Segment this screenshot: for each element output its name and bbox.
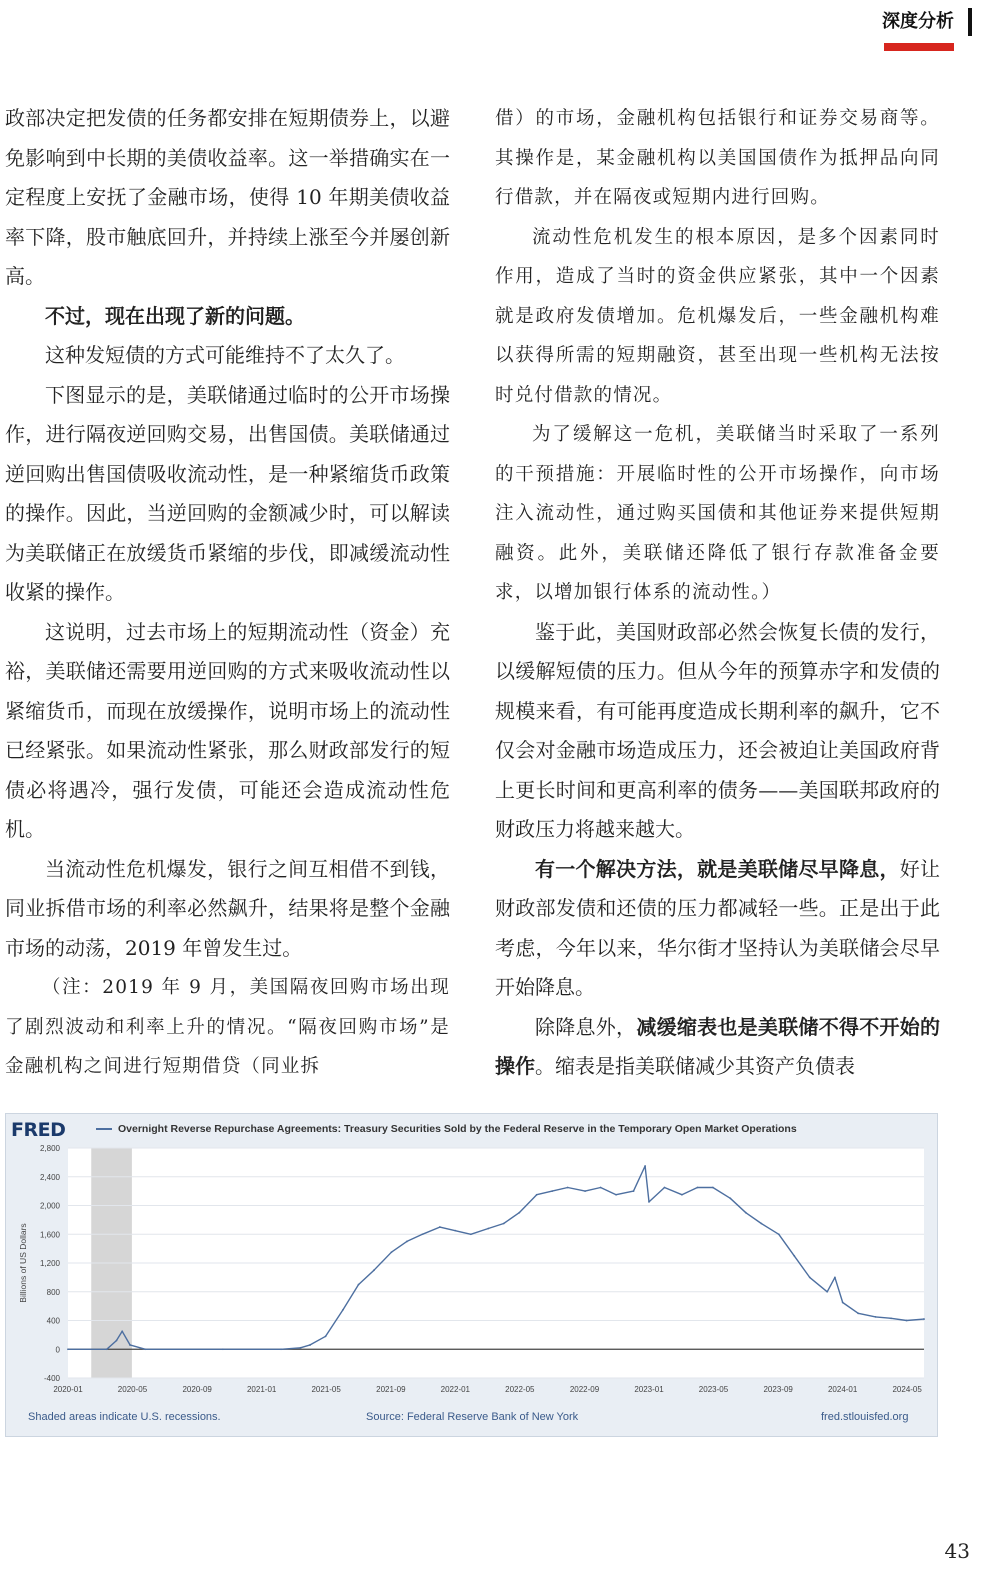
y-tick-label: 0 [55, 1345, 60, 1355]
x-tick-label: 2024-01 [827, 1385, 858, 1394]
data-point [793, 1255, 795, 1257]
data-point [842, 1302, 844, 1304]
paragraph-text: 好让财政部发债和还债的压力都减轻一些。正是出于此考虑，今年以来，华尔街才坚持认为美联储会尽早开始降息。 [495, 856, 941, 999]
x-tick-label: 2024-05 [892, 1385, 922, 1394]
x-tick-label: 2022-09 [569, 1385, 600, 1394]
data-point [373, 1269, 375, 1271]
chart-plot [6, 1114, 937, 1436]
y-tick-label: 1,600 [39, 1230, 60, 1240]
data-point [454, 1230, 456, 1232]
data-point [567, 1187, 569, 1189]
data-point [106, 1348, 108, 1350]
x-tick-label: 2023-01 [634, 1385, 664, 1394]
paragraph [5, 297, 450, 337]
x-tick-label: 2021-05 [311, 1385, 341, 1394]
y-tick-label: 800 [46, 1287, 60, 1297]
x-tick-label: 2022-01 [440, 1385, 471, 1394]
bold-text: 有一个解决方法，就是美联储尽早降息， [535, 856, 900, 881]
data-point [391, 1251, 393, 1253]
data-point [121, 1330, 123, 1332]
x-tick-label: 2020-01 [53, 1385, 83, 1394]
data-point [778, 1233, 780, 1235]
data-point [309, 1344, 311, 1346]
recession-note: Shaded areas indicate U.S. recessions. [28, 1411, 221, 1423]
data-point [826, 1291, 828, 1293]
data-point [681, 1194, 683, 1196]
x-tick-label: 2020-09 [182, 1385, 212, 1394]
paragraph: 这说明，过去市场上的短期流动性（资金）充裕，美联储还需要用逆回购的方式来吸收流动性以紧缩货币，而现在放缓操作，说明市场上的流动性已经紧张。如果流动性紧张，那么财政部发行的短债必将遇冷，强行发债，可能还会造成流动性危机。 [5, 619, 450, 841]
x-tick-label: 2020-05 [117, 1385, 148, 1394]
left-column [5, 99, 450, 1087]
data-point [664, 1187, 666, 1189]
chart-source: Source: Federal Reserve Bank of New York [366, 1411, 579, 1423]
data-point [697, 1187, 699, 1189]
data-point [857, 1312, 859, 1314]
paragraph-text: 除降息外， [535, 1014, 637, 1039]
data-point [906, 1320, 908, 1322]
y-axis-label: Billions of US Dollars [18, 1223, 28, 1303]
data-point [280, 1348, 282, 1350]
data-point [129, 1344, 131, 1346]
data-point [487, 1228, 489, 1230]
y-tick-label: 400 [46, 1316, 60, 1326]
data-point [745, 1212, 747, 1214]
fred-chart [5, 1113, 938, 1437]
note-paragraph: 借）的市场，金融机构包括银行和证券交易商等。其操作是，某金融机构以美国国债作为抵押品向同行借款，并在隔夜或短期内进行回购。 [495, 108, 940, 208]
data-point [834, 1276, 836, 1278]
y-tick-label: -400 [43, 1374, 60, 1383]
paragraph: 当流动性危机爆发，银行之间互相借不到钱，同业拆借市场的利率必然飙升，结果将是整个金融市场的动荡，2019 年曾发生过。 [5, 856, 450, 960]
data-point [875, 1316, 877, 1318]
data-point [67, 1348, 69, 1350]
paragraph [495, 850, 940, 1008]
data-point [551, 1190, 553, 1192]
chart-title-text: Overnight Reverse Repurchase Agreements: Treasury Securities Sold by the Federal Reserve in the Temporary Open Market Operations [118, 1123, 797, 1135]
data-point [325, 1335, 327, 1337]
data-point [439, 1226, 441, 1228]
bold-text: 不过，现在出现了新的问题。 [45, 303, 305, 328]
paragraph [495, 1008, 940, 1087]
paragraph-text: 。缩表是指美联储减少其资产负债表 [535, 1054, 855, 1078]
data-point [584, 1190, 586, 1192]
data-point [729, 1197, 731, 1199]
data-point [145, 1348, 147, 1350]
paragraph: 政部决定把发债的任务都安排在短期债券上，以避免影响到中长期的美债收益率。这一举措确实在一定程度上安抚了金融市场，使得 10 年期美债收益率下降，股市触底回升，并持续上涨至今并屡创新高。 [5, 106, 450, 288]
y-tick-label: 2,000 [39, 1201, 60, 1211]
data-point [222, 1348, 224, 1350]
right-column [495, 99, 940, 1087]
data-point [358, 1284, 360, 1286]
note-paragraph: 流动性危机发生的根本原因，是多个因素同时作用，造成了当时的资金供应紧张，其中一个因素就是政府发债增加。危机爆发后，一些金融机构难以获得所需的短期融资，甚至出现一些机构无法按时兑付借款的情况。 [495, 226, 940, 406]
data-point [536, 1194, 538, 1196]
data-point [615, 1194, 617, 1196]
data-point [600, 1187, 602, 1189]
data-point [644, 1165, 646, 1167]
chart-site: fred.stlouisfed.org [821, 1411, 909, 1423]
data-point [518, 1212, 520, 1214]
x-tick-label: 2021-09 [376, 1385, 406, 1394]
data-point [633, 1190, 635, 1192]
paragraph: 鉴于此，美国财政部必然会恢复长债的发行，以缓解短债的压力。但从今年的预算赤字和发债的规模来看，有可能再度造成长期利率的飙升，它不仅会对金融市场造成压力，还会被迫让美国政府背上更长时间和更高利率的债务——美国联邦政府的财政压力将越来越大。 [495, 619, 940, 841]
bold-text: 减缓缩表也是美联储不得不开始的操作 [495, 1014, 941, 1078]
data-point [470, 1233, 472, 1235]
section-accent-bar [884, 43, 954, 51]
data-point [712, 1187, 714, 1189]
section-header [882, 8, 972, 36]
x-tick-label: 2023-05 [698, 1385, 729, 1394]
note-paragraph: （注：2019 年 9 月，美国隔夜回购市场出现了剧烈波动和利率上升的情况。“隔夜回购市场”是金融机构之间进行短期借贷（同业拆 [5, 977, 450, 1077]
x-tick-label: 2021-01 [246, 1385, 277, 1394]
data-point [406, 1241, 408, 1243]
page-number: 43 [944, 1539, 970, 1563]
y-tick-label: 1,200 [39, 1259, 60, 1268]
data-point [760, 1223, 762, 1225]
data-point [422, 1233, 424, 1235]
fred-logo: FRED [11, 1119, 66, 1141]
y-tick-label: 2,800 [39, 1144, 60, 1153]
data-point [809, 1276, 811, 1278]
x-tick-label: 2022-05 [505, 1385, 535, 1394]
y-tick-label: 2,400 [39, 1172, 60, 1182]
paragraph: 下图显示的是，美联储通过临时的公开市场操作，进行隔夜逆回购交易，出售国债。美联储通过逆回购出售国债吸收流动性，是一种紧缩货币政策的操作。因此，当逆回购的金额减少时，可以解读为美联储正在放缓货币紧缩的步伐，即减缓流动性收紧的操作。 [5, 382, 450, 604]
data-point [299, 1347, 301, 1349]
data-point [116, 1340, 118, 1342]
data-point [923, 1318, 925, 1320]
data-point [648, 1201, 650, 1203]
data-point [503, 1223, 505, 1225]
data-point [890, 1317, 892, 1319]
paragraph: 这种发短债的方式可能维持不了太久了。 [45, 343, 405, 367]
section-label: 深度分析 [882, 8, 972, 36]
data-point [342, 1309, 344, 1311]
note-paragraph: 为了缓解这一危机，美联储当时采取了一系列的干预措施：开展临时性的公开市场操作，向市场注入流动性，通过购买国债和其他证券来提供短期融资。此外，美联储还降低了银行存款准备金要求，以增加银行体系的流动性。） [495, 424, 940, 603]
x-tick-label: 2023-09 [763, 1385, 793, 1394]
